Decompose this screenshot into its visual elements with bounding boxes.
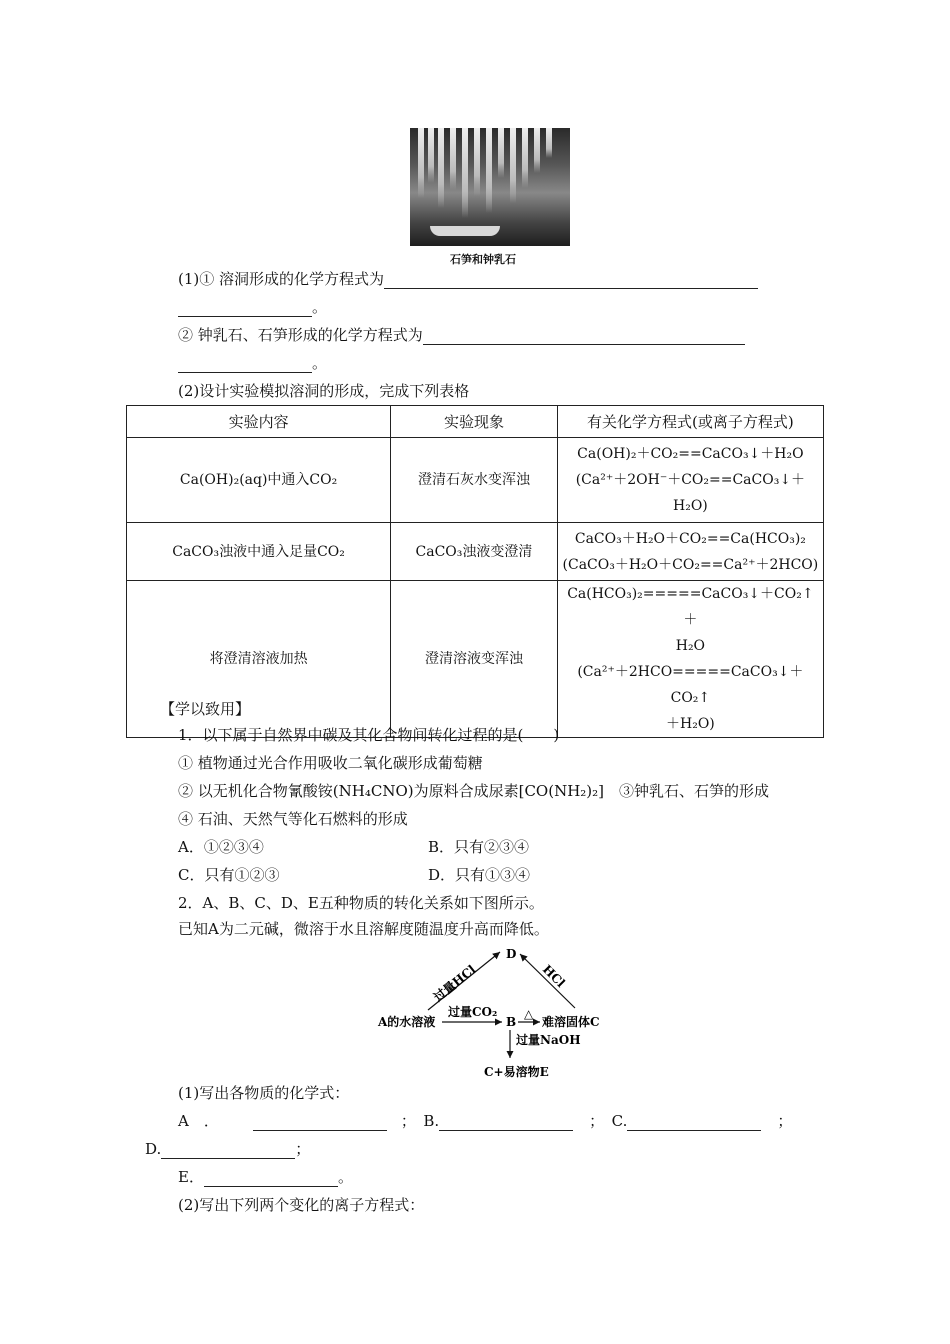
table-cell-content: CaCO₃浊液中通入足量CO₂ <box>127 523 391 581</box>
label-a: A ． <box>178 1112 219 1130</box>
formula-row-3 <box>178 1166 353 1187</box>
q1-part2 <box>178 324 745 345</box>
equation-line: Ca(OH)₂＋CO₂==CaCO₃↓＋H₂O <box>577 446 804 462</box>
period: 。 <box>337 1168 353 1186</box>
node-c: 难溶固体C <box>542 1015 600 1029</box>
table-cell-equation <box>557 581 823 738</box>
q1-part3: (2)设计实验模拟溶洞的形成，完成下列表格 <box>178 382 470 400</box>
period: 。 <box>312 298 328 316</box>
label-heat: △ <box>524 1007 534 1021</box>
node-d: D <box>506 947 517 961</box>
equation-line: H₂O <box>675 638 706 654</box>
question-2-known: 已知A为二元碱，微溶于水且溶解度随温度升高而降低。 <box>178 920 549 938</box>
table-header: 实验内容 <box>127 406 391 438</box>
table-header-row <box>127 406 824 438</box>
answer-blank-c[interactable] <box>627 1114 761 1131</box>
option-c[interactable]: C．只有①②③ <box>178 866 280 884</box>
label-hcl-right: HCl <box>539 962 568 991</box>
question-1-stem: 1．以下属于自然界中碳及其化合物间转化过程的是( ) <box>178 726 560 744</box>
question-2-stem: 2．A、B、C、D、E五种物质的转化关系如下图所示。 <box>178 894 544 912</box>
answer-blank-b[interactable] <box>439 1114 573 1131</box>
q1-part2-cont <box>178 352 327 373</box>
period: 。 <box>312 354 328 372</box>
question-1-item: ① 植物通过光合作用吸收二氧化碳形成葡萄糖 <box>178 754 483 772</box>
label-co2: 过量CO₂ <box>448 1005 498 1019</box>
question-1-item: ② 以无机化合物氰酸铵(NH₄CNO)为原料合成尿素[CO(NH₂)₂] ③钟乳石、石笋的形成 <box>178 782 770 800</box>
table-cell-content: 将澄清溶液加热 <box>127 581 391 738</box>
separator: ； <box>295 1140 311 1158</box>
conversion-diagram <box>370 940 620 1085</box>
answer-blank[interactable] <box>178 300 312 317</box>
answer-blank[interactable] <box>178 356 312 373</box>
option-d[interactable]: D．只有①③④ <box>428 866 531 884</box>
label-c: ； C. <box>589 1112 628 1130</box>
equation-line: ＋H₂O) <box>666 716 715 732</box>
q1-part1-label: (1)① 溶洞形成的化学方程式为 <box>178 270 385 288</box>
equation-line: H₂O) <box>673 498 708 514</box>
equation-line: (Ca²⁺＋2OH⁻＋CO₂==CaCO₃↓＋ <box>575 472 806 488</box>
formula-row-1 <box>178 1110 792 1131</box>
table-cell-phenomenon: 澄清石灰水变浑浊 <box>391 438 558 523</box>
stalactite-photo <box>410 128 570 246</box>
answer-blank[interactable] <box>384 272 758 289</box>
label-hcl-left: 过量HCl <box>431 962 479 1005</box>
q1-part1-cont <box>178 296 327 317</box>
table-cell-equation <box>557 523 823 581</box>
table-row <box>127 523 824 581</box>
label-naoh: 过量NaOH <box>516 1033 581 1047</box>
table-header: 实验现象 <box>391 406 558 438</box>
formula-row-2 <box>145 1138 310 1159</box>
equation-line: (Ca²⁺＋2HCO=====CaCO₃↓＋CO₂↑ <box>577 664 804 706</box>
answer-blank-a[interactable] <box>253 1114 387 1131</box>
equation-line: (CaCO₃＋H₂O＋CO₂==Ca²⁺＋2HCO) <box>562 556 819 573</box>
answer-blank-d[interactable] <box>161 1142 295 1159</box>
answer-blank-e[interactable] <box>204 1170 338 1187</box>
section-heading: 【学以致用】 <box>160 700 251 718</box>
separator: ； <box>777 1112 793 1130</box>
label-b: ； B. <box>400 1112 440 1130</box>
equation-line: Ca(HCO₃)₂=====CaCO₃↓＋CO₂↑＋ <box>567 586 814 628</box>
q1-part1 <box>178 268 758 289</box>
equation-line: CaCO₃＋H₂O＋CO₂==Ca(HCO₃)₂ <box>574 530 806 547</box>
table-header: 有关化学方程式(或离子方程式) <box>557 406 823 438</box>
table-cell-phenomenon: CaCO₃浊液变澄清 <box>391 523 558 581</box>
table-cell-equation <box>557 438 823 523</box>
table-cell-phenomenon: 澄清溶液变浑浊 <box>391 581 558 738</box>
question-2-part1: (1)写出各物质的化学式： <box>178 1084 350 1102</box>
option-b[interactable]: B．只有②③④ <box>428 838 530 856</box>
node-e: C+易溶物E <box>484 1065 549 1079</box>
answer-blank[interactable] <box>423 328 745 345</box>
label-d: D. <box>145 1140 162 1158</box>
table-row <box>127 438 824 523</box>
q1-part2-label: ② 钟乳石、石笋形成的化学方程式为 <box>178 326 423 344</box>
node-a: A的水溶液 <box>378 1015 436 1029</box>
option-a[interactable]: A．①②③④ <box>178 838 264 856</box>
label-e: E． <box>178 1168 204 1186</box>
figure-caption: 石笋和钟乳石 <box>450 253 516 266</box>
experiment-table <box>126 405 824 738</box>
question-1-item: ④ 石油、天然气等化石燃料的形成 <box>178 810 408 828</box>
question-2-part2: (2)写出下列两个变化的离子方程式： <box>178 1196 425 1214</box>
table-cell-content: Ca(OH)₂(aq)中通入CO₂ <box>127 438 391 523</box>
node-b: B <box>506 1015 517 1029</box>
